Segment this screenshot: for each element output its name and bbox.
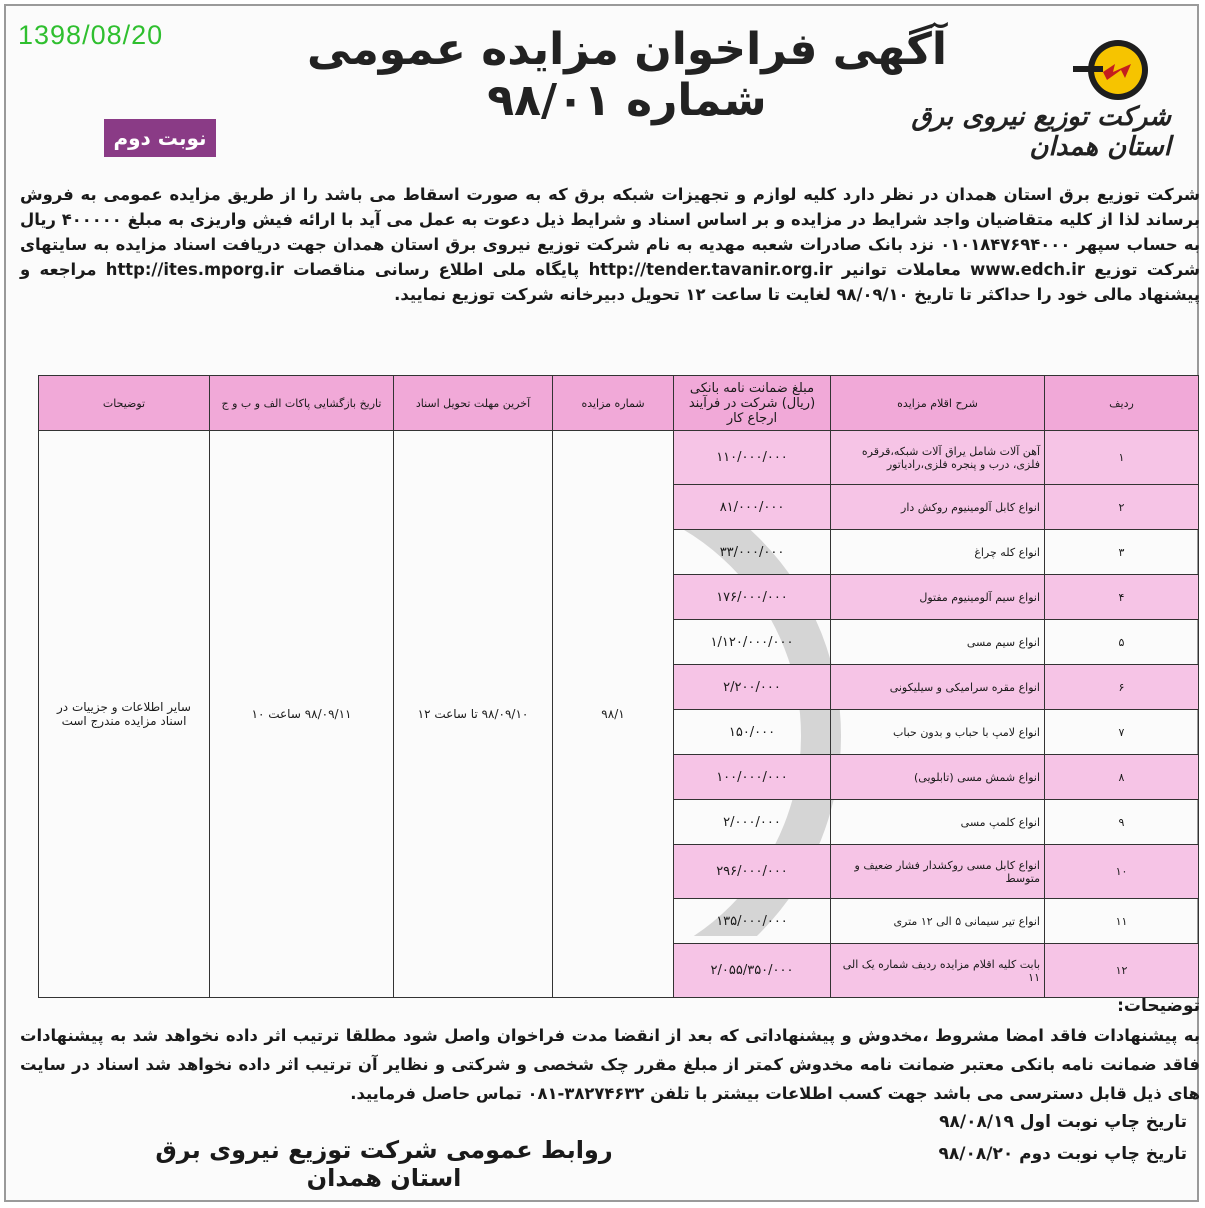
row-number: ۸ — [1045, 755, 1199, 800]
page-title: آگهی فراخوان مزایده عمومی شماره ۹۸/۰۱ — [307, 24, 947, 126]
row-number: ۲ — [1045, 485, 1199, 530]
notes-body: به پیشنهادات فاقد امضا مشروط ،مخدوش و پیشنهاداتی که بعد از انقضا مدت فراخوان واصل شود مطلقا ترتیب اثر داده نخواهد شد به پیشنهادات فاقد ضمانت نامه بانکی معتبر ضمانت نامه مخدوش کمتر از مبلغ مقرر چک شخصی و شرکتی و نظایر آن ترتیب اثر داده نخواهد شد اسناد در سایت های ذیل قابل دسترسی می باشد جهت کسب اطلاعات بیشتر با تلفن ۳۸۲۷۴۶۳۲-۰۸۱ تماس حاصل فرمایید. — [20, 1026, 1200, 1103]
notes-section — [20, 992, 1200, 1108]
notes-cell: سایر اطلاعات و جزییات در اسناد مزایده مندرج است — [39, 431, 210, 998]
row-amount: ۲/۰۵۵/۳۵۰/۰۰۰ — [674, 944, 831, 998]
row-description: انواع کابل مسی روکشدار فشار ضعیف و متوسط — [831, 845, 1045, 899]
row-description: انواع شمش مسی (تابلویی) — [831, 755, 1045, 800]
row-amount: ۱/۱۲۰/۰۰۰/۰۰۰ — [674, 620, 831, 665]
row-number: ۷ — [1045, 710, 1199, 755]
row-description: انواع کلمپ مسی — [831, 800, 1045, 845]
table-header-row — [39, 376, 1199, 431]
header-guarantee-amount: مبلغ ضمانت نامه بانکی (ریال) شرکت در فرآیند ارجاع کار — [674, 376, 831, 431]
row-amount: ۱۷۶/۰۰۰/۰۰۰ — [674, 575, 831, 620]
row-amount: ۳۳/۰۰۰/۰۰۰ — [674, 530, 831, 575]
row-description: انواع تیر سیمانی ۵ الی ۱۲ متری — [831, 899, 1045, 944]
header-notes: توضیحات — [39, 376, 210, 431]
row-amount: ۱۵۰/۰۰۰ — [674, 710, 831, 755]
row-number: ۱ — [1045, 431, 1199, 485]
row-number: ۱۲ — [1045, 944, 1199, 998]
row-amount: ۸۱/۰۰۰/۰۰۰ — [674, 485, 831, 530]
opening-date-cell: ۹۸/۰۹/۱۱ ساعت ۱۰ — [210, 431, 394, 998]
intro-paragraph: شرکت توزیع برق استان همدان در نظر دارد کلیه لوازم و تجهیزات شبکه برق که به صورت اسقاط می باشد را از طریق مزایده عمومی به فروش برساند لذا از کلیه متقاضیان واجد شرایط در مزایده و بر اساس اسناد و شرایط ذیل دعوت به عمل می آید با ارائه فیش واریزی به مبلغ ۴۰۰۰۰۰ ریال به حساب سپهر ۰۱۰۱۸۴۷۶۹۴۰۰۰ نزد بانک صادرات شعبه مهدیه به نام شرکت توزیع نیروی برق استان همدان جهت دریافت اسناد مزایده به سایتهای شرکت توزیع www.edch.ir معاملات توانیر http://tender.tavanir.org.ir پایگاه ملی اطلاع رسانی مناقصات http://ites.mporg.ir مراجعه و پیشنهاد مالی خود را حداکثر تا تاریخ ۹۸/۰۹/۱۰ لغایت تا ساعت ۱۲ تحویل دبیرخانه شرکت توزیع نمایید. — [20, 185, 1200, 304]
row-number: ۳ — [1045, 530, 1199, 575]
company-logo-text: شرکت توزیع نیروی برق استان همدان — [911, 102, 1171, 162]
row-number: ۶ — [1045, 665, 1199, 710]
row-description: انواع سیم مسی — [831, 620, 1045, 665]
date-stamp: 1398/08/20 — [18, 20, 164, 50]
row-description: انواع مقره سرامیکی و سیلیکونی — [831, 665, 1045, 710]
row-description: انواع لامپ با حباب و بدون حباب — [831, 710, 1045, 755]
row-description: آهن آلات شامل یراق آلات شبکه،قرقره فلزی، درب و پنجره فلزی،رادیاتور — [831, 431, 1045, 485]
row-amount: ۱۰۰/۰۰۰/۰۰۰ — [674, 755, 831, 800]
signature: روابط عمومی شرکت توزیع نیروی برق استان همدان — [155, 1136, 613, 1192]
row-description: انواع کابل آلومینیوم روکش دار — [831, 485, 1045, 530]
deadline-cell: ۹۸/۰۹/۱۰ تا ساعت ۱۲ — [394, 431, 553, 998]
row-number: ۵ — [1045, 620, 1199, 665]
round-badge: نوبت دوم — [104, 119, 216, 157]
notes-title: توضیحات: — [1117, 996, 1200, 1016]
row-number: ۴ — [1045, 575, 1199, 620]
header-opening-date: تاریخ بازگشایی پاکات الف و ب و ج — [210, 376, 394, 431]
row-number: ۱۰ — [1045, 845, 1199, 899]
company-logo-icon — [1063, 34, 1173, 106]
row-amount: ۲/۲۰۰/۰۰۰ — [674, 665, 831, 710]
header-row-number: ردیف — [1045, 376, 1199, 431]
row-description: انواع کله چراغ — [831, 530, 1045, 575]
announcement-page — [4, 4, 1199, 1202]
row-description: بابت کلیه اقلام مزایده ردیف شماره یک الی ۱۱ — [831, 944, 1045, 998]
row-amount: ۲۹۶/۰۰۰/۰۰۰ — [674, 845, 831, 899]
row-number: ۱۱ — [1045, 899, 1199, 944]
items-table — [38, 375, 1199, 998]
row-amount: ۱۱۰/۰۰۰/۰۰۰ — [674, 431, 831, 485]
table-row — [39, 431, 1199, 485]
row-amount: ۱۳۵/۰۰۰/۰۰۰ — [674, 899, 831, 944]
header-auction-number: شماره مزایده — [553, 376, 674, 431]
header-deadline: آخرین مهلت تحویل اسناد — [394, 376, 553, 431]
second-print-date: تاریخ چاپ نوبت دوم ۹۸/۰۸/۲۰ — [938, 1144, 1187, 1164]
row-amount: ۲/۰۰۰/۰۰۰ — [674, 800, 831, 845]
header-description: شرح اقلام مزایده — [831, 376, 1045, 431]
row-number: ۹ — [1045, 800, 1199, 845]
row-description: انواع سیم آلومینیوم مفتول — [831, 575, 1045, 620]
print-dates — [787, 1106, 1187, 1170]
auction-number-cell: ۹۸/۱ — [553, 431, 674, 998]
first-print-date: تاریخ چاپ نوبت اول ۹۸/۰۸/۱۹ — [939, 1112, 1187, 1132]
